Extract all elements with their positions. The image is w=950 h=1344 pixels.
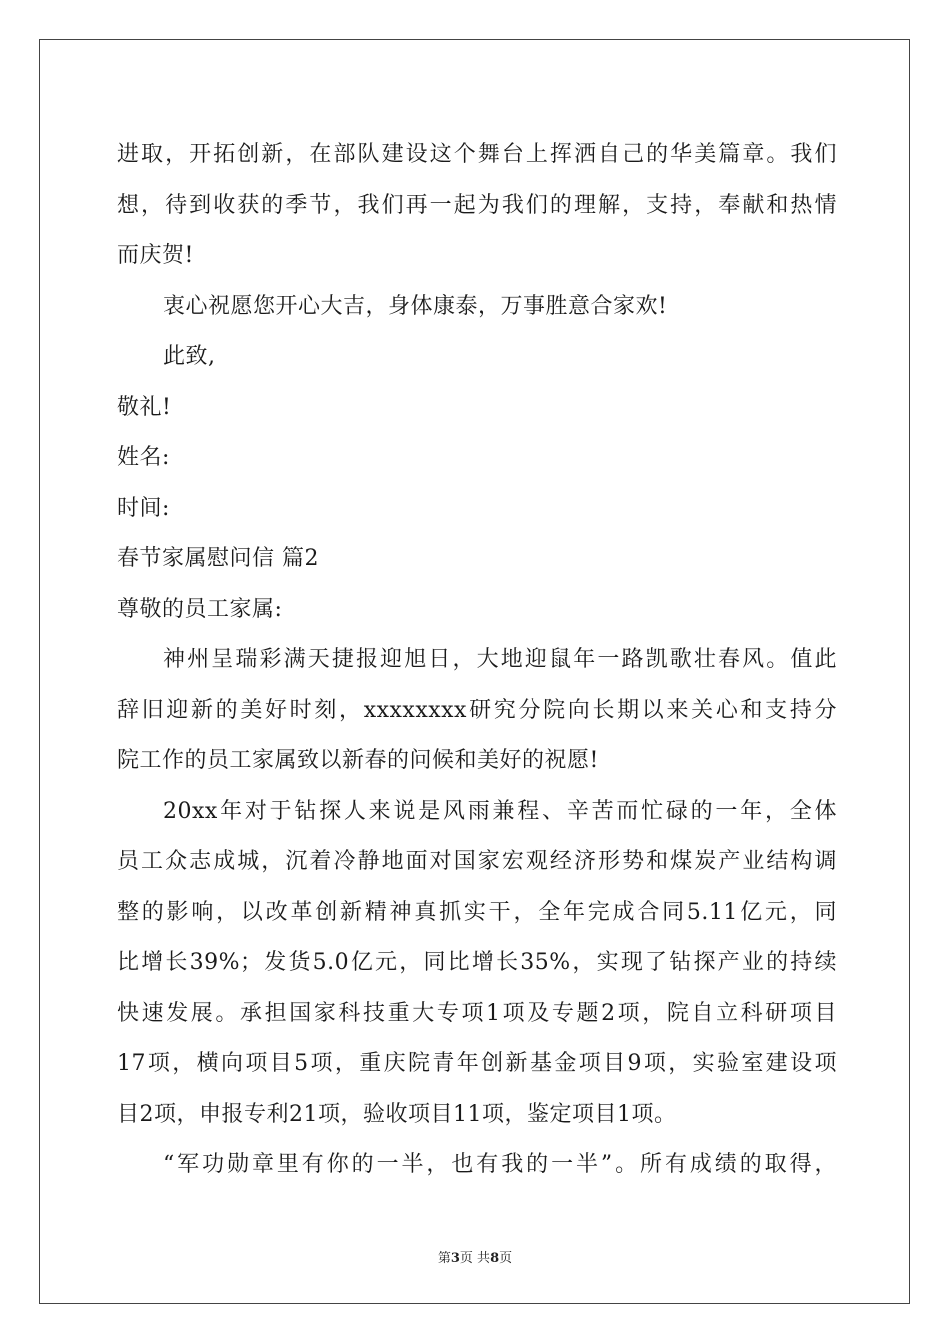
text-line: 17项，横向项目5项，重庆院青年创新基金项目9项，实验室建设项	[117, 1051, 837, 1076]
text-line: 神州呈瑞彩满天捷报迎旭日，大地迎鼠年一路凯歌壮春风。值此	[163, 647, 837, 672]
text-line: 20xx年对于钻探人来说是风雨兼程、辛苦而忙碌的一年，全体	[163, 798, 837, 824]
text-line: 此致,	[163, 344, 216, 369]
text-line: 整的影响，以改革创新精神真抓实干，全年完成合同5.11亿元，同	[117, 899, 837, 925]
text-line: 衷心祝愿您开心大吉，身体康泰，万事胜意合家欢!	[163, 293, 668, 319]
total-page-number: 8	[490, 1251, 500, 1266]
text-line: 比增长39%；发货5.0亿元，同比增长35%，实现了钻探产业的持续	[117, 950, 837, 975]
text-line: 姓名:	[117, 445, 170, 470]
text-line: 辞旧迎新的美好时刻，xxxxxxxx研究分院向长期以来关心和支持分	[117, 697, 837, 723]
page-label-prefix: 第	[437, 1251, 451, 1266]
current-page-number: 3	[450, 1251, 460, 1266]
text-line: 目2项，申报专利21项，验收项目11项，鉴定项目1项。	[117, 1101, 677, 1127]
text-line: 员工众志成城，沉着冷静地面对国家宏观经济形势和煤炭产业结构调	[117, 849, 837, 874]
text-line: 院工作的员工家属致以新春的问候和美好的祝愿!	[117, 748, 599, 773]
text-line: 时间:	[117, 495, 170, 521]
page-label-suffix: 页	[499, 1251, 513, 1266]
text-line: 快速发展。承担国家科技重大专项1项及专题2项，院自立科研项目	[117, 1000, 837, 1026]
section-heading: 春节家属慰问信 篇2	[117, 546, 319, 571]
document-body	[117, 130, 837, 1191]
salutation: 尊敬的员工家属:	[117, 596, 283, 622]
text-line: 而庆贺!	[117, 243, 194, 268]
text-line: 敬礼!	[117, 394, 172, 420]
page-label-mid: 页 共	[459, 1251, 491, 1266]
text-line: 进取，开拓创新，在部队建设这个舞台上挥洒自己的华美篇章。我们	[117, 142, 837, 167]
page-footer	[0, 1247, 950, 1266]
text-line: 想，待到收获的季节，我们再一起为我们的理解，支持，奉献和热情	[117, 192, 837, 218]
text-line: “军功勋章里有你的一半，也有我的一半”。所有成绩的取得，	[163, 1152, 837, 1177]
